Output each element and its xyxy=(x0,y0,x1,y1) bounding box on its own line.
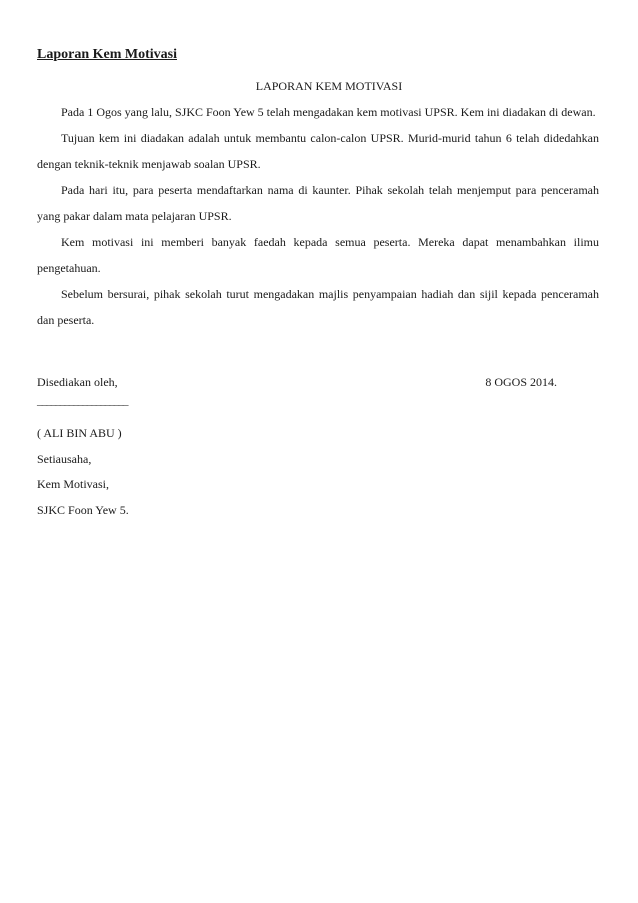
signatory-school: SJKC Foon Yew 5. xyxy=(37,502,129,517)
paragraph-1: Pada 1 Ogos yang lalu, SJKC Foon Yew 5 telah mengadakan kem motivasi UPSR. Kem ini diadakan di dewan. xyxy=(61,105,596,119)
report-title xyxy=(0,79,638,94)
document-heading: Laporan Kem Motivasi xyxy=(37,47,177,62)
report-date: 8 OGOS 2014. xyxy=(485,375,557,389)
signatory-name: ( ALI BIN ABU ) xyxy=(37,426,122,440)
signature-block xyxy=(37,370,599,523)
paragraph-3: Pada hari itu, para peserta mendaftarkan nama di kaunter. Pihak sekolah telah menjemput para penceramah yang pakar dalam mata pelajaran UPSR. xyxy=(37,183,599,223)
paragraph-2: Tujuan kem ini diadakan adalah untuk membantu calon-calon UPSR. Murid-murid tahun 6 telah didedahkan dengan teknik-teknik menjawab soalan UPSR. xyxy=(37,131,599,171)
report-body xyxy=(37,99,599,333)
signatory-unit: Kem Motivasi, xyxy=(37,477,109,491)
prepared-by-label: Disediakan oleh, xyxy=(37,375,118,389)
signature-dash-text: ____________________ xyxy=(37,392,127,407)
paragraph-5: Sebelum bersurai, pihak sekolah turut mengadakan majlis penyampaian hadiah dan sijil kepada penceramah dan peserta. xyxy=(37,287,599,327)
signatory-position: Setiausaha, xyxy=(37,451,92,466)
report-title-text: LAPORAN KEM MOTIVASI xyxy=(255,79,403,93)
paragraph-4: Kem motivasi ini memberi banyak faedah kepada semua peserta. Mereka dapat menambahkan ilimu pengetahuan. xyxy=(37,235,599,275)
signature-dash-line xyxy=(37,392,599,422)
